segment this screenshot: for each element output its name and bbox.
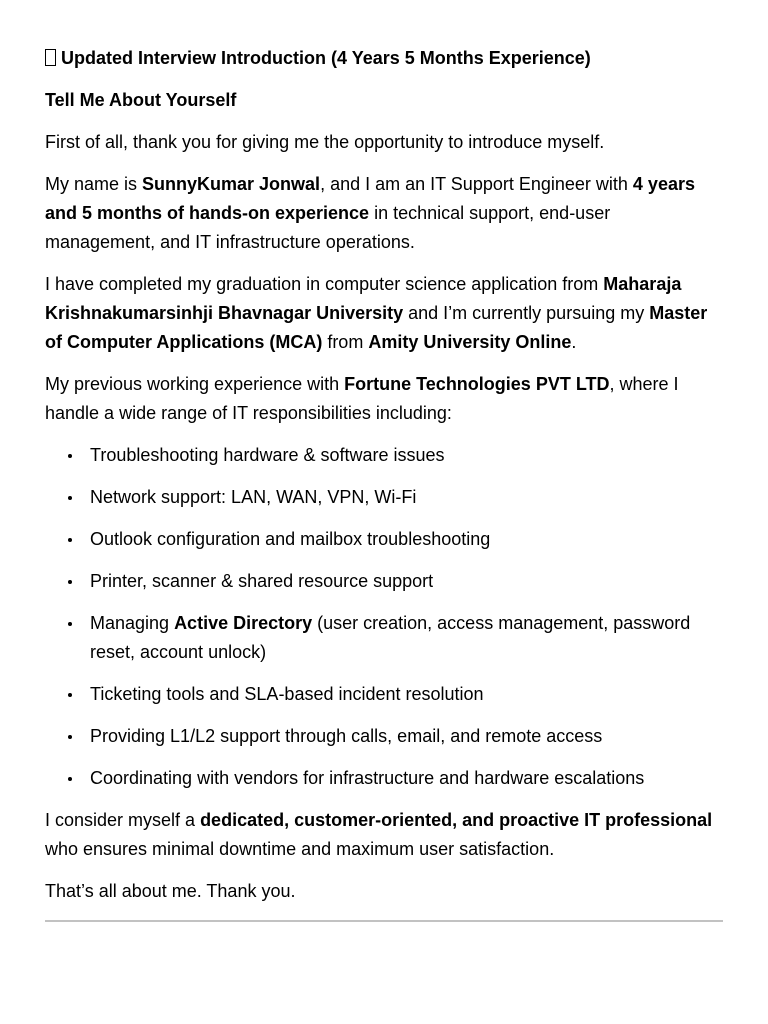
intro-paragraph: First of all, thank you for giving me the opportunity to introduce myself.: [45, 132, 605, 152]
candidate-name: SunnyKumar Jonwal: [142, 174, 321, 194]
signoff-line: That’s all about me. Thank you.: [45, 881, 296, 901]
text-run: I have completed my graduation in computer science application from: [45, 274, 604, 294]
masters-university: Amity University Online: [368, 332, 572, 352]
text-run: My previous working experience with: [45, 374, 345, 394]
experience-paragraph: [45, 370, 725, 428]
list-item: Network support: LAN, WAN, VPN, Wi-Fi: [45, 483, 725, 512]
text-run: in technical support, end-user management, and IT infrastructure operations.: [45, 203, 611, 252]
professional-qualities: dedicated, customer-oriented, and proactive IT professional: [200, 810, 713, 830]
list-item: Outlook configuration and mailbox troubleshooting: [45, 525, 725, 554]
closing-paragraph: [45, 806, 725, 864]
text-run: My name is: [45, 174, 143, 194]
heading-title: Updated Interview Introduction (4 Years 5 Months Experience): [61, 48, 591, 68]
text-run: and I’m currently pursuing my: [403, 303, 650, 323]
document-heading: [45, 44, 725, 73]
education-paragraph: [45, 270, 725, 357]
text-run: I consider myself a: [45, 810, 201, 830]
list-item: [45, 609, 725, 667]
company-name: Fortune Technologies PVT LTD: [344, 374, 610, 394]
list-item: Providing L1/L2 support through calls, email, and remote access: [45, 722, 725, 751]
section-subheading: Tell Me About Yourself: [45, 90, 237, 110]
text-run: Managing: [90, 613, 175, 633]
text-run: , where I handle a wide range of IT responsibilities including:: [45, 374, 679, 423]
missing-glyph-icon: [45, 49, 56, 66]
responsibilities-list: [45, 441, 725, 793]
list-item: Printer, scanner & shared resource support: [45, 567, 725, 596]
horizontal-divider: [45, 920, 723, 922]
name-paragraph: [45, 170, 725, 257]
text-run: from: [322, 332, 369, 352]
text-run: (user creation, access management, password reset, account unlock): [90, 613, 691, 662]
list-item: Coordinating with vendors for infrastructure and hardware escalations: [45, 764, 725, 793]
text-run: who ensures minimal downtime and maximum user satisfaction.: [45, 839, 555, 859]
list-item: Ticketing tools and SLA-based incident resolution: [45, 680, 725, 709]
text-run: .: [571, 332, 577, 352]
list-item: Troubleshooting hardware & software issues: [45, 441, 725, 470]
experience-duration: 4 years and 5 months of hands-on experience: [45, 174, 695, 223]
text-run: , and I am an IT Support Engineer with: [320, 174, 633, 194]
active-directory-term: Active Directory: [174, 613, 313, 633]
masters-degree: Master of Computer Applications (MCA): [45, 303, 708, 352]
graduation-university: Maharaja Krishnakumarsinhji Bhavnagar University: [45, 274, 682, 323]
document-body: [45, 44, 725, 919]
